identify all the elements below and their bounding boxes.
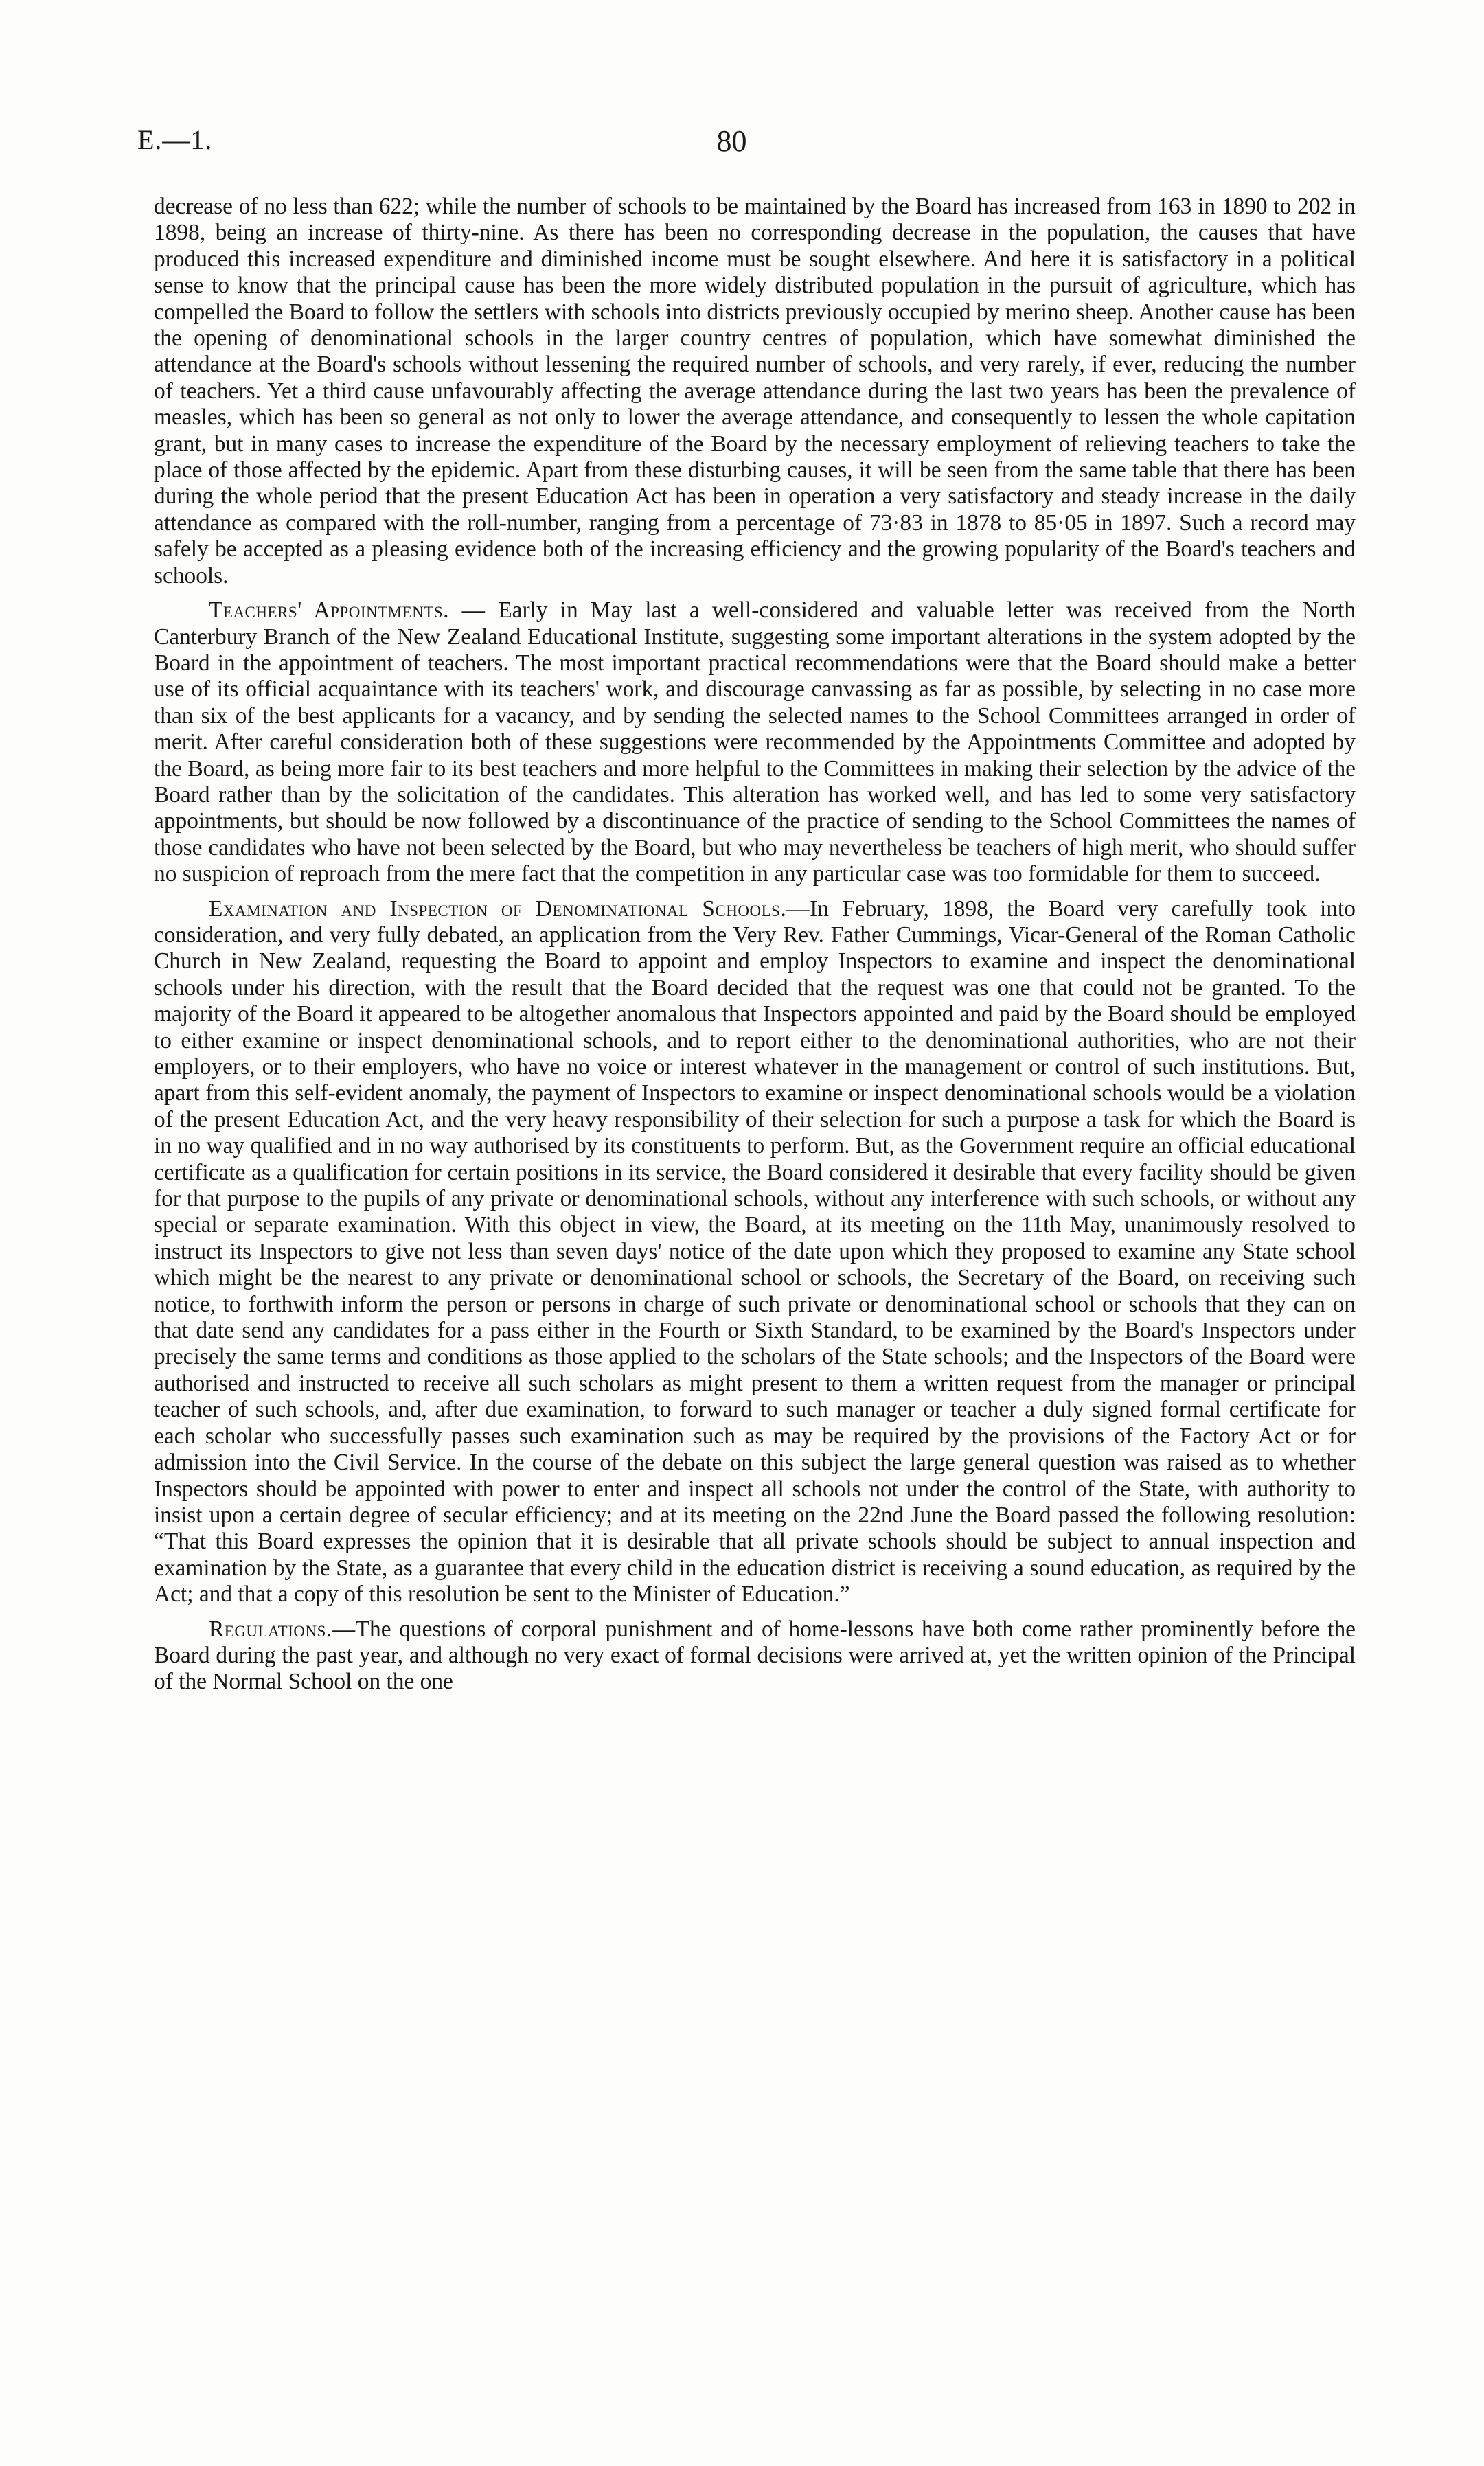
page-number: 80 — [716, 124, 747, 158]
paragraph-text: Early in May last a well-considered and valuable letter was received from the North Canterbury Branch of the New Zealand Educational Institute, suggesting some important alterations in the system adopted by the Board in the appointment of teachers. The most important practical recommendations were that the Board should make a better use of its official acquaintance with its teachers' work, and discourage canvassing as far as possible, by selecting in no case more than six of the best applicants for a vacancy, and by sending the selected names to the School Committees arranged in order of merit. After careful consideration both of these suggestions were recommended by the Appointments Committee and adopted by the Board, as being more fair to its best teachers and more helpful to the Committees in making their selection by the advice of the Board rather than by the solicitation of the candidates. This alteration has worked well, and has led to some very satisfactory appointments, but should be now followed by a discontinuance of the practice of sending to the School Committees the names of those candidates who have not been selected by the Board, but who may nevertheless be teachers of high merit, who should suffer no suspicion of reproach from the mere fact that the competition in any particular case was too formidable for them to succeed. — [154, 597, 1356, 887]
paragraph-text: The questions of corporal punishment and of home-lessons have both come rather prominently before the Board during the past year, and although no very exact of formal decisions were arrived at, yet the written opinion of the Principal of the Normal School on the one — [154, 1616, 1356, 1695]
body-text — [154, 194, 1356, 1704]
paragraph-denominational-schools — [154, 896, 1356, 1608]
section-heading-regulations: Regulations.— — [209, 1616, 356, 1642]
section-heading-teachers-appointments: Teachers' Appointments. — — [209, 597, 499, 624]
paragraph-text: decrease of no less than 622; while the number of schools to be maintained by the Board has increased from 163 in 1890 to 202 in 1898, being an increase of thirty-nine. As there has been no corresponding decrease in the population, the causes that have produced this increased expenditure and diminished income must be sought elsewhere. And here it is satisfactory in a political sense to know that the principal cause has been the more widely distributed population in the pursuit of agriculture, which has compelled the Board to follow the settlers with schools into districts previously occupied by merino sheep. Another cause has been the opening of denominational schools in the larger country centres of population, which have somewhat diminished the attendance at the Board's schools without lessening the required number of schools, and very rarely, if ever, reducing the number of teachers. Yet a third cause unfavourably affecting the average attendance during the last two years has been the prevalence of measles, which has been so general as not only to lower the average attendance, and consequently to lessen the whole capitation grant, but in many cases to increase the expenditure of the Board by the necessary employment of relieving teachers to take the place of those affected by the epidemic. Apart from these disturbing causes, it will be seen from the same table that there has been during the whole period that the present Education Act has been in operation a very satisfactory and steady increase in the daily attendance as compared with the roll-number, ranging from a percentage of 73·83 in 1878 to 85·05 in 1897. Such a record may safely be accepted as a pleasing evidence both of the increasing efficiency and the growing popularity of the Board's teachers and schools. — [154, 194, 1356, 589]
section-heading-denominational-schools: Examination and Inspection of Denominational Schools.— — [209, 895, 810, 922]
paragraph-text: In February, 1898, the Board very carefully took into consideration, and very fully debated, an application from the Very Rev. Father Cummings, Vicar-General of the Roman Catholic Church in New Zealand, requesting the Board to appoint and employ Inspectors to examine and inspect the denominational schools under his direction, with the result that the Board decided that the request was one that could not be granted. To the majority of the Board it appeared to be altogether anomalous that Inspectors appointed and paid by the Board should be employed to either examine or inspect denominational schools, and to report either to the denominational authorities, who are not their employers, or to their employers, who have no voice or interest whatever in the management or control of such institutions. But, apart from this self-evident anomaly, the payment of Inspectors to examine or inspect denominational schools would be a violation of the present Education Act, and the very heavy responsibility of their selection for such a purpose a task for which the Board is in no way qualified and in no way authorised by its constituents to perform. But, as the Government require an official educational certificate as a qualification for certain positions in its service, the Board considered it desirable that every facility should be given for that purpose to the pupils of any private or denominational schools, without any interference with such schools, or without any special or separate examination. With this object in view, the Board, at its meeting on the 11th May, unanimously resolved to instruct its Inspectors to give not less than seven days' notice of the date upon which they proposed to examine any State school which might be the nearest to any private or denominational school or schools, the Secretary of the Board, on receiving such notice, to forthwith inform the person or persons in charge of such private or denominational school or schools that they can on that date send any candidates for a pass either in the Fourth or Sixth Standard, to be examined by the Board's Inspectors under precisely the same terms and conditions as those applied to the scholars of the State schools; and the Inspectors of the Board were authorised and instructed to receive all such scholars as might present to them a written request from the manager or principal teacher of such schools, and, after due examination, to forward to such manager or teacher a duly signed formal certificate for each scholar who successfully passes such examination such as may be required by the provisions of the Factory Act or for admission into the Civil Service. In the course of the debate on this subject the large general question was raised as to whether Inspectors should be appointed with power to enter and inspect all schools not under the control of the State, with authority to insist upon a certain degree of secular efficiency; and at its meeting on the 22nd June the Board passed the following resolution: “That this Board expresses the opinion that it is desirable that all private schools should be subject to annual inspection and examination by the State, as a guarantee that every child in the education district is receiving a sound education, as required by the Act; and that a copy of this resolution be sent to the Minister of Education.” — [154, 895, 1356, 1608]
paragraph-teachers-appointments — [154, 597, 1356, 887]
page-header — [137, 124, 1326, 165]
paragraph-continuation — [154, 194, 1356, 589]
paragraph-regulations — [154, 1617, 1356, 1696]
running-head: E.—1. — [137, 124, 213, 155]
